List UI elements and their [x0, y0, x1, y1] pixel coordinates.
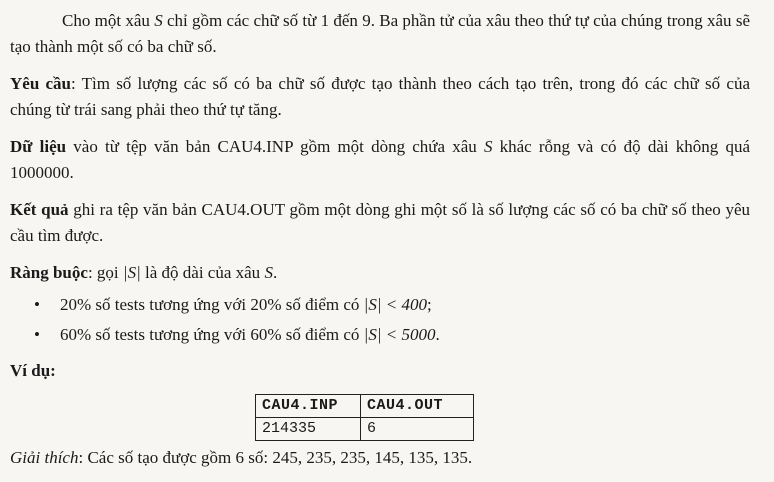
example-label: Ví dụ: [10, 361, 56, 380]
bullet-end: . [435, 325, 440, 344]
constraints-abs-s: |S| [122, 263, 141, 282]
bullet-text: 60% số tests tương ứng với 60% số điểm có [60, 325, 364, 344]
intro-text-1: Cho một xâu [62, 11, 155, 30]
output-label: Kết quả [10, 200, 69, 219]
bullet-icon: • [34, 325, 40, 344]
cell-input-value: 214335 [256, 418, 361, 441]
constraints-text-1: : gọi [87, 263, 123, 282]
problem-statement [10, 8, 750, 482]
constraints-paragraph [10, 260, 750, 286]
requirement-paragraph [10, 71, 750, 123]
explanation-text: : Các số tạo được gồm 6 số: 245, 235, 235, 145, 135, 135. [78, 448, 473, 467]
table-row [256, 418, 474, 441]
header-input-file: CAU4.INP [256, 395, 361, 418]
list-item [10, 322, 750, 348]
bullet-text: 20% số tests tương ứng với 20% số điểm có [60, 295, 364, 314]
table-header-row [256, 395, 474, 418]
input-text-2: khác rỗng và có độ dài không quá 1000000. [10, 137, 750, 182]
bullet-math: |S| < 400 [363, 295, 427, 314]
explanation-label: Giải thích [10, 448, 79, 467]
input-var-s: S [483, 137, 493, 156]
explanation-paragraph [10, 445, 750, 471]
output-text: ghi ra tệp văn bản CAU4.OUT gồm một dòng ghi một số là số lượng các số có ba chữ số theo yêu cầu tìm được. [10, 200, 750, 245]
input-paragraph [10, 134, 750, 186]
list-item [10, 292, 750, 318]
constraints-label: Ràng buộc [10, 263, 88, 282]
bullet-math: |S| < 5000 [363, 325, 436, 344]
input-text-1: vào từ tệp văn bản CAU4.INP gồm một dòng chứa xâu [66, 137, 484, 156]
header-output-file: CAU4.OUT [361, 395, 474, 418]
intro-var-s: S [154, 11, 163, 30]
requirement-label: Yêu cầu [10, 74, 71, 93]
example-heading [10, 358, 750, 384]
bullet-icon: • [34, 295, 40, 314]
example-table [255, 394, 474, 441]
intro-paragraph [10, 8, 750, 60]
constraints-text-2: là độ dài của xâu [140, 263, 265, 282]
output-paragraph [10, 197, 750, 249]
intro-text-2: chỉ gồm các chữ số từ 1 đến 9. Ba phần tử của xâu theo thứ tự của chúng trong xâu sẽ tạo thành một số có ba chữ số. [10, 11, 750, 56]
constraints-text-3: . [272, 263, 278, 282]
constraints-var-s: S [264, 263, 273, 282]
requirement-text: : Tìm số lượng các số có ba chữ số được tạo thành theo cách tạo trên, trong đó các chữ số của chúng từ trái sang phải theo thứ tự tăng. [10, 74, 750, 119]
input-label: Dữ liệu [10, 137, 67, 156]
cell-output-value: 6 [361, 418, 474, 441]
bullet-end: ; [427, 295, 432, 314]
constraint-list [10, 292, 750, 348]
